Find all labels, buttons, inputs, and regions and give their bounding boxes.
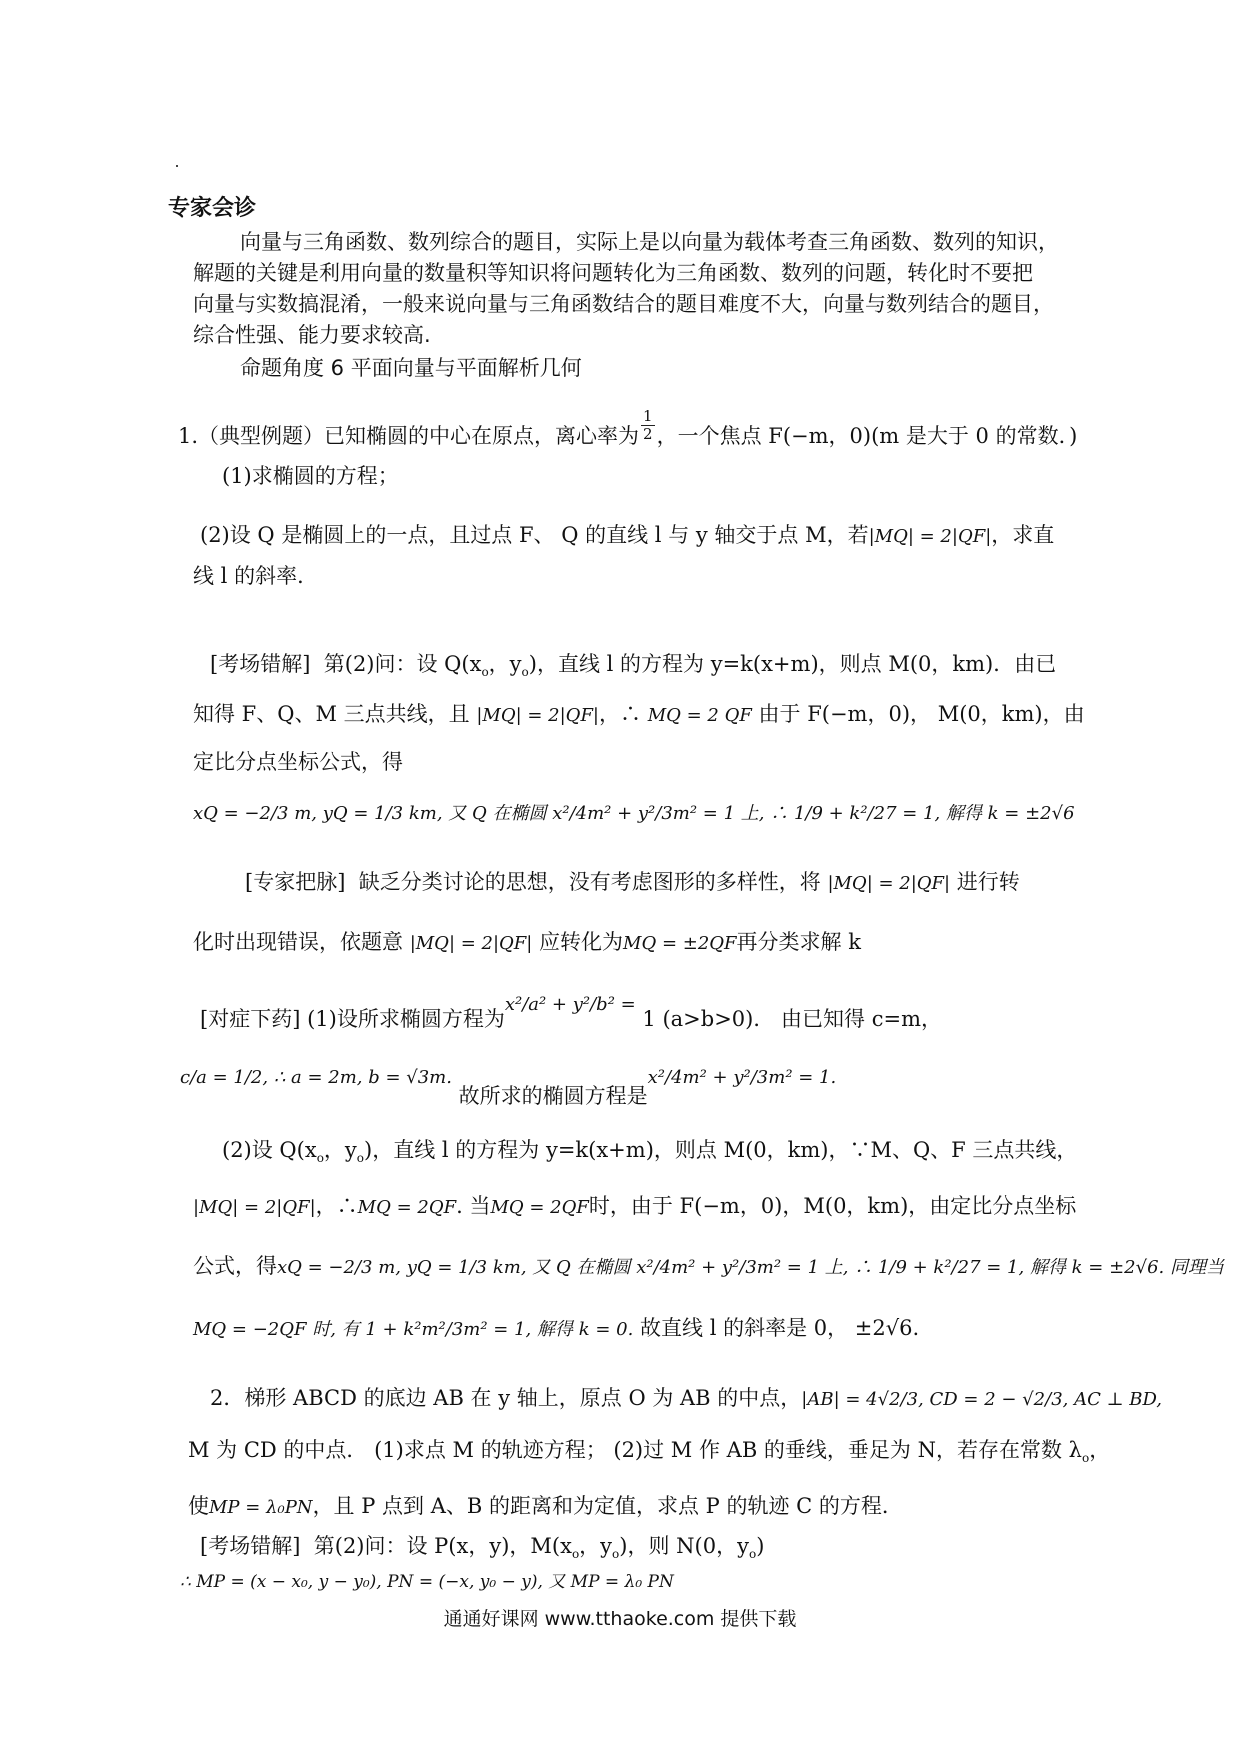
p2-err-a3: )，则 N(0，y <box>619 1534 749 1558</box>
fix-d3-math: MQ = 2QF <box>357 1197 457 1218</box>
err-text-a: 第(2)问：设 Q(x <box>323 652 482 676</box>
p1-fix-line-6 <box>193 1314 919 1344</box>
fix-a2-math: x²/a² + y²/b² = <box>504 994 636 1015</box>
err-b4-math: MQ = 2 QF <box>647 705 752 726</box>
p2-stem-c1: 使 <box>188 1494 209 1518</box>
fraction-denominator: 2 <box>643 425 653 443</box>
problem-1-question-2 <box>200 521 1054 551</box>
problem-1-question-1: (1)求椭圆的方程； <box>222 464 399 488</box>
p2-err-a4: ) <box>756 1534 765 1558</box>
err-text-b: ，y <box>488 652 522 676</box>
p1-fix-line-4 <box>193 1192 1076 1222</box>
err-text-c: )，直线 l 的方程为 y=k(x+m)，则点 M(0，km)．由已 <box>528 652 1057 676</box>
p1-fix-line-3: (2)设 $Q(x_o$，$y_o$)，直线 l 的方程为 y=k(x+m)，则点 M(0，km)，∵M、Q、F 三点共线， <box>222 1138 1078 1166</box>
err-b3: ，∴ <box>599 702 641 726</box>
exp-a2-math: |MQ| = 2|QF| <box>827 873 951 894</box>
p2-stem-a-math: |AB| = 4√2/3, CD = 2 − √2/3, AC ⊥ BD, <box>801 1389 1162 1410</box>
err-b1: 知得 F、Q、M 三点共线，且 <box>193 702 470 726</box>
intro-line-3: 向量与实数搞混淆，一般来说向量与三角函数结合的题目难度不大，向量与数列结合的题目， <box>193 292 1054 316</box>
problem-2-stem-3 <box>188 1492 903 1522</box>
p1-error-line-2 <box>193 700 1085 730</box>
fix-b2: 故所求的椭圆方程是 <box>458 1084 648 1108</box>
intro-line-2: 解题的关键是利用向量的数量积等知识将问题转化为三角函数、数列的问题，转化时不要把 <box>193 261 1033 285</box>
fix-c2: ，y <box>323 1138 357 1162</box>
fraction-numerator: 1 <box>643 407 653 425</box>
q2-vector-condition: |MQ| = 2|QF| <box>868 526 992 547</box>
fix-d1-math: |MQ| = 2|QF| <box>193 1197 316 1218</box>
page-footer: 通通好课网 www.tthaoke.com 提供下载 <box>443 1608 797 1630</box>
p2-error-formula: ∴ MP = (x − x₀, y − y₀), PN = (−x, y₀ − y), 又 MP = λ₀ PN <box>180 1572 674 1592</box>
fix-f1-math: MQ = −2QF 时, 有 1 + k²m²/3m² = 1, 解得 k = 0. <box>193 1319 634 1340</box>
stray-dot <box>176 165 178 167</box>
fix-b-math: c/a = 1/2, ∴ a = 2m, b = √3m. <box>180 1067 452 1088</box>
fix-label: [对症下药] <box>200 1007 301 1031</box>
exp-b3: 应转化为 <box>539 930 624 954</box>
fix-e1: 公式，得 <box>193 1254 277 1278</box>
fix-e2-math: xQ = −2/3 m, yQ = 1/3 km, 又 Q 在椭圆 x²/4m² + y²/3m² = 1 上, ∴ 1/9 + k²/27 = 1, 解得 k = ±2√6. 同理当 <box>277 1257 1225 1278</box>
p2-stem-b: M 为 CD 的中点． (1)求点 M 的轨迹方程； (2)过 M 作 AB 的垂线，垂足为 N，若存在常数 λ <box>188 1438 1082 1462</box>
p2-stem-a: 2．梯形 ABCD 的底边 AB 在 y 轴上，原点 O 为 AB 的中点， <box>210 1386 802 1410</box>
err-b2-math: |MQ| = 2|QF| <box>476 705 599 726</box>
p1-error-line-1: [考场错解] 第(2)问：设 $Q(x_o$，$y_o$)，直线 l 的方程为 y=k(x+m)，则点 M(0，km)．由已 <box>210 652 1057 680</box>
p2-stem-b2: ， <box>1089 1438 1111 1462</box>
fix-d2: ，∴ <box>315 1194 358 1218</box>
q2-text: (2)设 Q 是椭圆上的一点，且过点 F、 Q 的直线 l 与 y 轴交于点 M，若 <box>200 523 869 547</box>
p2-error-label: [考场错解] <box>200 1534 301 1558</box>
fix-a3: 1 (a>b>0)． 由已知得 c=m， <box>642 1007 942 1031</box>
p1-fix-line-2 <box>180 1067 837 1112</box>
exp-b2-math: |MQ| = 2|QF| <box>409 933 533 954</box>
fix-f2: 故直线 l 的斜率是 0， ±2√6. <box>640 1316 920 1340</box>
p1-expert-line-1 <box>245 868 1020 898</box>
error-label: [考场错解] <box>210 652 311 676</box>
p1-fix-line-5 <box>193 1252 1224 1282</box>
problem-1-stem-tail: ，一个焦点 F(−m，0)(m 是大于 0 的常数．) <box>656 424 1078 448</box>
p1-expert-line-2 <box>193 928 861 958</box>
fix-a: (1)设所求椭圆方程为 <box>307 1007 505 1031</box>
fix-c: (2)设 Q(x <box>222 1138 317 1162</box>
expert-label: [专家把脉] <box>245 870 346 894</box>
problem-1-question-2-cont: 线 l 的斜率． <box>193 564 319 588</box>
p2-error-line-1: [考场错解] 第(2)问：设 P(x，y)，$M(x_o$，$y_o$)，则 N(0，$y_o$) <box>200 1534 765 1562</box>
q2-text-tail: ，求直 <box>991 523 1055 547</box>
err-b5: 由于 F(−m，0)， M(0，km)，由 <box>758 702 1085 726</box>
problem-2-stem-2: M 为 CD 的中点． (1)求点 M 的轨迹方程； (2)过 M 作 AB 的垂线，垂足为 N，若存在常数 $\lambda_o$， <box>188 1438 1111 1466</box>
exp-a3: 进行转 <box>956 870 1020 894</box>
problem-1-stem <box>178 407 1078 455</box>
fix-b3-math: x²/4m² + y²/3m² = 1. <box>647 1067 837 1088</box>
p1-error-formula: xQ = −2/3 m, yQ = 1/3 km, 又 Q 在椭圆 x²/4m² + y²/3m² = 1 上, ∴ 1/9 + k²/27 = 1, 解得 k = ±2√6 <box>193 803 1075 824</box>
intro-line-1: 向量与三角函数、数列综合的题目，实际上是以向量为载体考查三角函数、数列的知识， <box>240 230 1059 254</box>
fix-d4: . 当 <box>456 1194 491 1218</box>
section-title: 专家会诊 <box>168 196 257 221</box>
p2-stem-c2: ，且 P 点到 A、B 的距离和为定值，求点 P 的轨迹 C 的方程． <box>312 1494 903 1518</box>
p2-err-a: 第(2)问：设 P(x，y)，M(x <box>313 1534 572 1558</box>
p1-error-line-3: 定比分点坐标公式，得 <box>193 750 403 774</box>
exp-b4-math: MQ = ±2QF <box>623 933 737 954</box>
eccentricity-fraction <box>641 408 655 443</box>
fix-d5-math: MQ = 2QF <box>490 1197 589 1218</box>
fix-c3: )，直线 l 的方程为 y=k(x+m)，则点 M(0，km)，∵M、Q、F 三点共线， <box>364 1138 1078 1162</box>
subsection-title: 命题角度 6 平面向量与平面解析几何 <box>240 356 582 380</box>
p1-fix-line-1 <box>200 994 942 1035</box>
p2-err-a2: ，y <box>579 1534 613 1558</box>
intro-line-4: 综合性强、能力要求较高. <box>193 323 431 347</box>
problem-1-stem-text: 1.（典型例题）已知椭圆的中心在原点，离心率为 <box>178 424 640 448</box>
problem-2-stem-1 <box>210 1384 1162 1414</box>
exp-a: 缺乏分类讨论的思想，没有考虑图形的多样性，将 <box>358 870 821 894</box>
exp-b5: 再分类求解 k <box>736 930 861 954</box>
exp-b1: 化时出现错误，依题意 <box>193 930 403 954</box>
fix-d6: 时，由于 F(−m，0)，M(0，km)，由定比分点坐标 <box>588 1194 1077 1218</box>
p2-stem-c-math: MP = λ₀PN <box>209 1497 313 1518</box>
